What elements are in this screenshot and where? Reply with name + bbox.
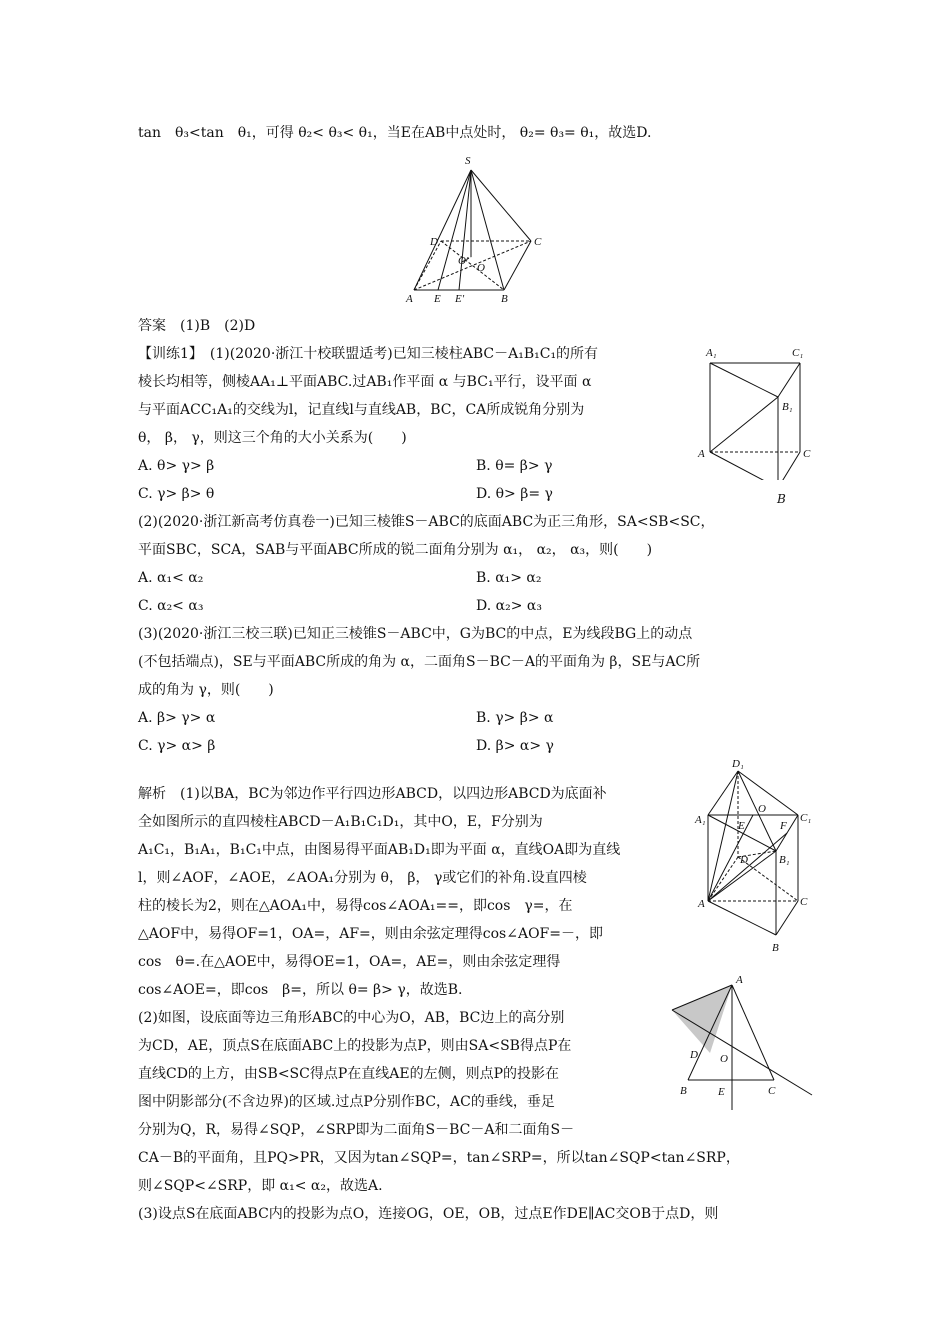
text-line: cos θ=.在△AOE中，易得OE=1，OA=，AE=，则由余弦定理得 — [138, 954, 561, 970]
prism-label-C: C — [803, 448, 811, 460]
option-C: C. γ> α> β — [138, 738, 216, 754]
pyramid-label-O-prime: O′ — [458, 255, 469, 267]
tri-label-O: O — [720, 1053, 728, 1065]
quad-label-F: F — [780, 820, 787, 832]
text-line: tan θ₃<tan θ₁，可得 θ₂< θ₃< θ₁，当E在AB中点处时， θ₂= θ₃= θ₁，故选D. — [138, 125, 652, 141]
quad-prism-figure — [692, 755, 822, 955]
text-line: CA－B的平面角，且PQ>PR，又因为tan∠SQP=，tan∠SRP=，所以tan∠SQP<tan∠SRP， — [138, 1150, 740, 1166]
text-line: 直线CD的上方，由SB<SC得点P在直线AE的左侧，则点P的投影在 — [138, 1066, 560, 1082]
pyramid-figure — [400, 152, 560, 307]
shaded-region — [672, 985, 732, 1053]
pyramid-label-E-prime: E′ — [455, 293, 465, 305]
text-line: 【训练1】 (1)(2020·浙江十校联盟适考)已知三棱柱ABC－A₁B₁C₁的所有 — [138, 346, 599, 362]
quad-label-C1: C₁ — [800, 812, 812, 824]
prism-label-B: B — [777, 492, 786, 506]
tri-label-B: B — [680, 1085, 687, 1097]
text-line: A₁C₁，B₁A₁，B₁C₁中点，由图易得平面AB₁D₁即为平面 α，直线OA即为直线 — [138, 842, 621, 858]
option-C: C. γ> β> θ — [138, 486, 215, 502]
answer-line: 答案 (1)B (2)D — [138, 318, 256, 334]
text-line: 则∠SQP<∠SRP，即 α₁< α₂，故选A. — [138, 1178, 383, 1194]
quad-label-E: E — [738, 820, 745, 832]
quad-label-C: C — [800, 896, 808, 908]
tri-label-C: C — [768, 1085, 776, 1097]
text-line: 分别为Q，R，易得∠SQP，∠SRP即为二面角S－BC－A和二面角S－ — [138, 1122, 575, 1138]
tri-label-D: D — [690, 1049, 698, 1061]
quad-label-D: D — [740, 854, 748, 866]
text-line: (2)(2020·浙江新高考仿真卷一)已知三棱锥S－ABC的底面ABC为正三角形，SA<SB<SC， — [138, 514, 715, 530]
text-line: 平面SBC，SCA，SAB与平面ABC所成的锐二面角分别为 α₁， α₂， α₃，则( ) — [138, 542, 653, 558]
text-line: 图中阴影部分(不含边界)的区域.过点P分别作BC，AC的垂线，垂足 — [138, 1094, 555, 1110]
prism-label-A1: A₁ — [706, 347, 717, 359]
text-line: (2)如图，设底面等边三角形ABC的中心为O，AB，BC边上的高分别 — [138, 1010, 565, 1026]
pyramid-label-E: E — [434, 293, 441, 305]
text-line: 全如图所示的直四棱柱ABCD－A₁B₁C₁D₁，其中O，E，F分别为 — [138, 814, 543, 830]
text-line: 柱的棱长为2，则在△AOA₁中，易得cos∠AOA₁==，即cos γ=，在 — [138, 898, 573, 914]
text-line: 成的角为 γ，则( ) — [138, 682, 274, 698]
text-line: θ， β， γ，则这三个角的大小关系为( ) — [138, 430, 407, 446]
pyramid-label-D: D — [430, 236, 438, 248]
option-A: A. α₁< α₂ — [138, 570, 204, 586]
tri-label-A: A — [736, 974, 743, 986]
quad-label-A1: A₁ — [695, 814, 706, 826]
triangle-figure — [670, 970, 820, 1120]
pyramid-label-C: C — [534, 236, 542, 248]
option-A: A. θ> γ> β — [138, 458, 215, 474]
pyramid-label-S: S — [465, 155, 471, 167]
text-line: △AOF中，易得OF=1，OA=，AF=，则由余弦定理得cos∠AOF=－，即 — [138, 926, 603, 942]
text-line: 与平面ACC₁A₁的交线为l，记直线l与直线AB，BC，CA所成锐角分别为 — [138, 402, 585, 418]
prism-label-C1: C₁ — [792, 347, 804, 359]
text-line: cos∠AOE=，即cos β=，所以 θ= β> γ，故选B. — [138, 982, 463, 998]
tri-label-E: E — [718, 1086, 725, 1098]
text-line: (不包括端点)，SE与平面ABC所成的角为 α，二面角S－BC－A的平面角为 β，SE与AC所 — [138, 654, 701, 670]
prism-label-B1: B₁ — [782, 401, 793, 413]
option-D: D. β> α> γ — [476, 738, 554, 754]
option-B: B. γ> β> α — [476, 710, 554, 726]
quad-label-D1: D₁ — [732, 758, 744, 770]
prism-label-A: A — [698, 448, 705, 460]
option-B: B. α₁> α₂ — [476, 570, 542, 586]
text-line: 棱长均相等，侧棱AA₁⊥平面ABC.过AB₁作平面 α 与BC₁平行，设平面 α — [138, 374, 592, 390]
pyramid-label-B: B — [501, 293, 508, 305]
text-line: (3)设点S在底面ABC内的投影为点O，连接OG，OE，OB，过点E作DE∥AC交OB于点D，则 — [138, 1206, 719, 1222]
quad-label-B: B — [772, 942, 779, 954]
pyramid-label-O: O — [477, 262, 485, 274]
option-D: D. θ> β= γ — [476, 486, 553, 502]
analysis-line: 解析 (1)以BA，BC为邻边作平行四边形ABCD，以四边形ABCD为底面补 — [138, 786, 607, 802]
option-A: A. β> γ> α — [138, 710, 216, 726]
pyramid-label-A: A — [406, 293, 413, 305]
option-D: D. α₂> α₃ — [476, 598, 542, 614]
quad-label-A: A — [698, 898, 705, 910]
text-line: (3)(2020·浙江三校三联)已知正三棱锥S－ABC中，G为BC的中点，E为线段BG上的动点 — [138, 626, 693, 642]
option-B: B. θ= β> γ — [476, 458, 553, 474]
prism-figure — [696, 340, 826, 480]
quad-label-B1: B₁ — [779, 854, 790, 866]
quad-label-O: O — [758, 803, 766, 815]
option-C: C. α₂< α₃ — [138, 598, 204, 614]
text-line: 为CD，AE，顶点S在底面ABC上的投影为点P，则由SA<SB得点P在 — [138, 1038, 572, 1054]
text-line: l，则∠AOF，∠AOE，∠AOA₁分别为 θ， β， γ或它们的补角.设直四棱 — [138, 870, 587, 886]
